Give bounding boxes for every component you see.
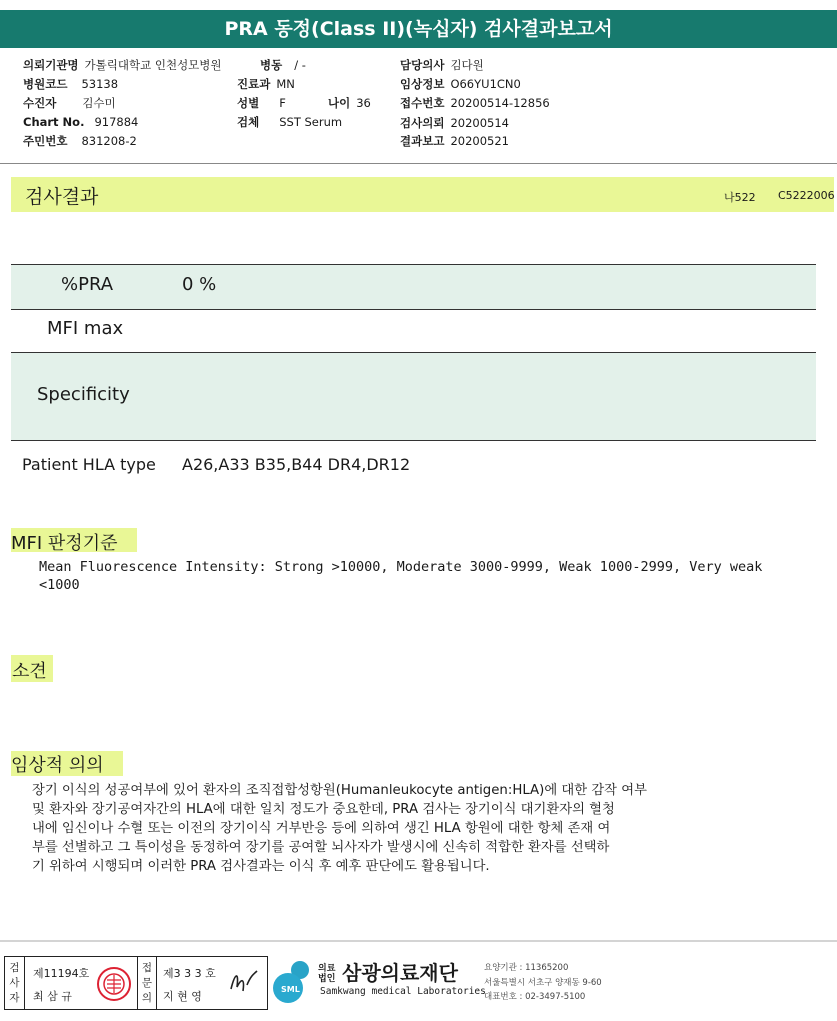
results-code-2: C5222006 — [778, 189, 835, 202]
institution-label: 의뢰기관명 — [23, 58, 79, 72]
patient-hla-label: Patient HLA type — [22, 455, 156, 474]
chart-no-field — [23, 115, 138, 129]
approver-license: 제3 3 3 호 — [163, 967, 216, 980]
age-field — [328, 95, 371, 111]
institution-field — [23, 57, 222, 73]
sex-value: F — [279, 96, 286, 110]
request-date-field — [400, 115, 509, 131]
receipt-no-label: 접수번호 — [400, 96, 445, 110]
logo-text: SML — [281, 985, 300, 994]
results-section-title: 검사결과 — [25, 186, 99, 208]
pra-label: %PRA — [61, 274, 114, 295]
resident-no-label: 주민번호 — [23, 134, 68, 148]
results-section-band — [11, 177, 834, 212]
clinical-info-field — [400, 76, 521, 92]
report-title: PRA 동정(Class II)(녹십자) 검사결과보고서 — [0, 10, 837, 48]
org-phone: 대표번호 : 02-3497-5100 — [484, 992, 586, 1002]
table-line — [11, 440, 816, 441]
institution-value: 가톨릭대학교 인천성모병원 — [84, 58, 222, 72]
chart-no-label: Chart No. — [23, 115, 85, 129]
report-date-label: 결과보고 — [400, 134, 445, 148]
specimen-label: 검체 — [237, 115, 260, 129]
department-field — [237, 76, 295, 92]
clinical-significance-title: 임상적 의의 — [11, 755, 104, 776]
approver-vertical-label — [137, 957, 157, 1009]
inspector-name: 최 삼 규 — [33, 990, 72, 1003]
specimen-field — [237, 114, 342, 130]
pra-value: 0 % — [182, 274, 217, 295]
sex-label: 성별 — [237, 96, 260, 110]
clinical-line-4: 부를 선별하고 그 특이성을 동정하여 장기를 공여할 뇌사자가 발생시에 신속히 적합한 환자를 선택하 — [32, 840, 610, 855]
recipient-value: 김수미 — [82, 96, 116, 110]
specimen-value: SST Serum — [279, 115, 343, 129]
clinical-line-2: 및 환자와 장기공여자간의 HLA에 대한 일치 정도가 중요한데, PRA 검사는 장기이식 대기환자의 혈청 — [32, 802, 615, 817]
recipient-field — [23, 95, 116, 111]
department-value: MN — [276, 77, 295, 91]
clinical-info-value: O66YU1CN0 — [450, 77, 521, 91]
ward-label: 병동 — [260, 58, 283, 72]
org-prefix: 의료법인 — [318, 964, 336, 984]
ward-value: / - — [294, 58, 306, 72]
mfi-max-label: MFI max — [47, 318, 124, 339]
inspector-seal-icon — [95, 965, 133, 1003]
specificity-label: Specificity — [37, 384, 130, 405]
request-date-value: 20200514 — [450, 116, 509, 130]
request-date-label: 검사의뢰 — [400, 116, 445, 130]
org-license: 요양기관 : 11365200 — [484, 963, 569, 973]
org-address: 서울특별시 서초구 양재동 9-60 — [484, 978, 602, 988]
signature-box — [4, 956, 268, 1010]
hospital-code-label: 병원코드 — [23, 77, 68, 91]
hospital-code-field — [23, 76, 118, 92]
table-line — [11, 264, 816, 265]
report-date-field — [400, 133, 509, 149]
clinical-line-1: 장기 이식의 성공여부에 있어 환자의 조직접합성항원(Humanleukocyte antigen:HLA)에 대한 감작 여부 — [32, 783, 647, 798]
pra-row — [11, 264, 816, 309]
physician-field — [400, 57, 484, 73]
age-label: 나이 — [328, 96, 351, 110]
header-divider — [0, 163, 837, 164]
clinical-line-5: 기 위하여 시행되며 이러한 PRA 검사결과는 이식 후 예후 판단에도 활용됩니다. — [32, 859, 490, 874]
results-code-1: 나522 — [724, 191, 756, 204]
inspector-vertical-label — [5, 957, 25, 1009]
chart-no-value: 917884 — [94, 115, 139, 129]
sml-logo-icon — [272, 958, 316, 1004]
inspector-license: 제11194호 — [33, 967, 90, 980]
org-name: 삼광의료재단 — [342, 961, 458, 985]
table-line — [11, 309, 816, 310]
report-date-value: 20200521 — [450, 134, 509, 148]
ward-field — [260, 57, 306, 73]
mfi-criteria-line-2: <1000 — [39, 577, 80, 593]
clinical-line-3: 내에 임신이나 수혈 또는 이전의 장기이식 거부반응 등에 의하여 생긴 HLA 항원에 대한 항체 존재 여 — [32, 821, 611, 836]
org-english: Samkwang medical Laboratories — [320, 986, 486, 997]
hospital-code-value: 53138 — [81, 77, 119, 91]
physician-value: 김다원 — [450, 58, 484, 72]
receipt-no-field — [400, 95, 550, 111]
resident-no-field — [23, 133, 137, 149]
physician-label: 담당의사 — [400, 58, 445, 72]
findings-title: 소견 — [12, 661, 47, 682]
resident-no-value: 831208-2 — [81, 134, 137, 148]
receipt-no-value: 20200514-12856 — [450, 96, 550, 110]
inspector-label: 검사자 — [9, 962, 20, 1004]
mfi-criteria-line-1: Mean Fluorescence Intensity: Strong >10000, Moderate 3000-9999, Weak 1000-2999, Very weak — [39, 559, 763, 575]
clinical-info-label: 임상정보 — [400, 77, 445, 91]
approver-name: 지 현 영 — [163, 990, 202, 1003]
sex-field — [237, 95, 286, 111]
approver-label: 접문의 — [141, 962, 153, 1004]
age-value: 36 — [356, 96, 371, 110]
department-label: 진료과 — [237, 77, 271, 91]
footer-divider — [0, 940, 837, 942]
approver-signature-icon — [225, 967, 263, 999]
patient-hla-value: A26,A33 B35,B44 DR4,DR12 — [182, 455, 411, 474]
mfi-criteria-title: MFI 판정기준 — [11, 533, 118, 554]
specificity-row — [11, 353, 816, 440]
recipient-label: 수진자 — [23, 96, 57, 110]
